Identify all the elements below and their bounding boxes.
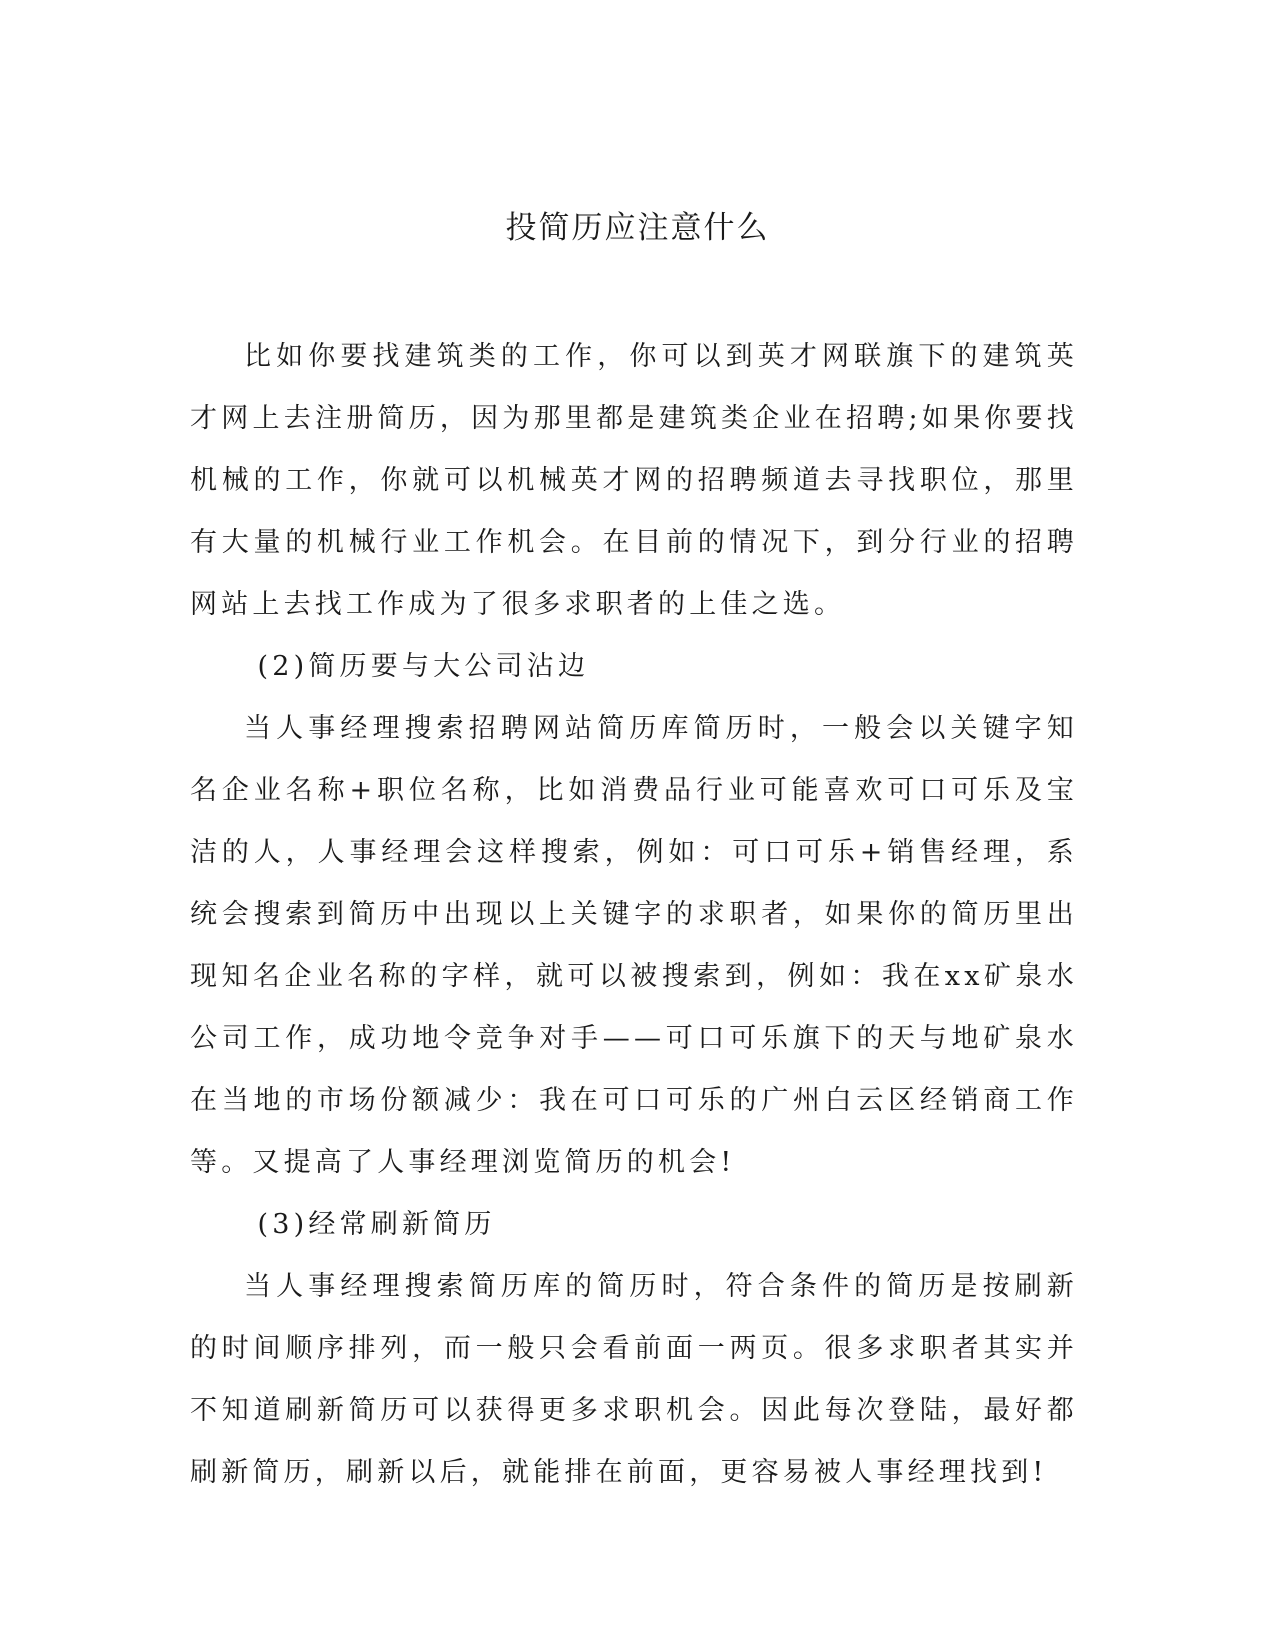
paragraph-intro: 比如你要找建筑类的工作，你可以到英才网联旗下的建筑英才网上去注册简历，因为那里都是建筑类企业在招聘;如果你要找机械的工作，你就可以机械英才网的招聘频道去寻找职位，那里有大量的机械行业工作机会。在目前的情况下，到分行业的招聘网站上去找工作成为了很多求职者的上佳之选。 <box>190 341 1078 620</box>
page-title: 投简历应注意什么 <box>505 210 770 246</box>
section-heading-2: (2)简历要与大公司沾边 <box>257 651 590 682</box>
paragraph-refresh: 当人事经理搜索简历库的简历时，符合条件的简历是按刷新的时间顺序排列，而一般只会看前面一两页。很多求职者其实并不知道刷新简历可以获得更多求职机会。因此每次登陆，最好都刷新简历，刷新以后，就能排在前面，更容易被人事经理找到! <box>190 1271 1078 1488</box>
document-body <box>190 326 1078 1504</box>
paragraph-big-company: 当人事经理搜索招聘网站简历库简历时，一般会以关键字知名企业名称+职位名称，比如消费品行业可能喜欢可口可乐及宝洁的人，人事经理会这样搜索，例如：可口可乐+销售经理，系统会搜索到简历中出现以上关键字的求职者，如果你的简历里出现知名企业名称的字样，就可以被搜索到，例如：我在xx矿泉水公司工作，成功地令竞争对手——可口可乐旗下的天与地矿泉水在当地的市场份额减少：我在可口可乐的广州白云区经销商工作等。又提高了人事经理浏览简历的机会! <box>190 713 1078 1178</box>
section-heading-3: (3)经常刷新简历 <box>257 1209 496 1240</box>
